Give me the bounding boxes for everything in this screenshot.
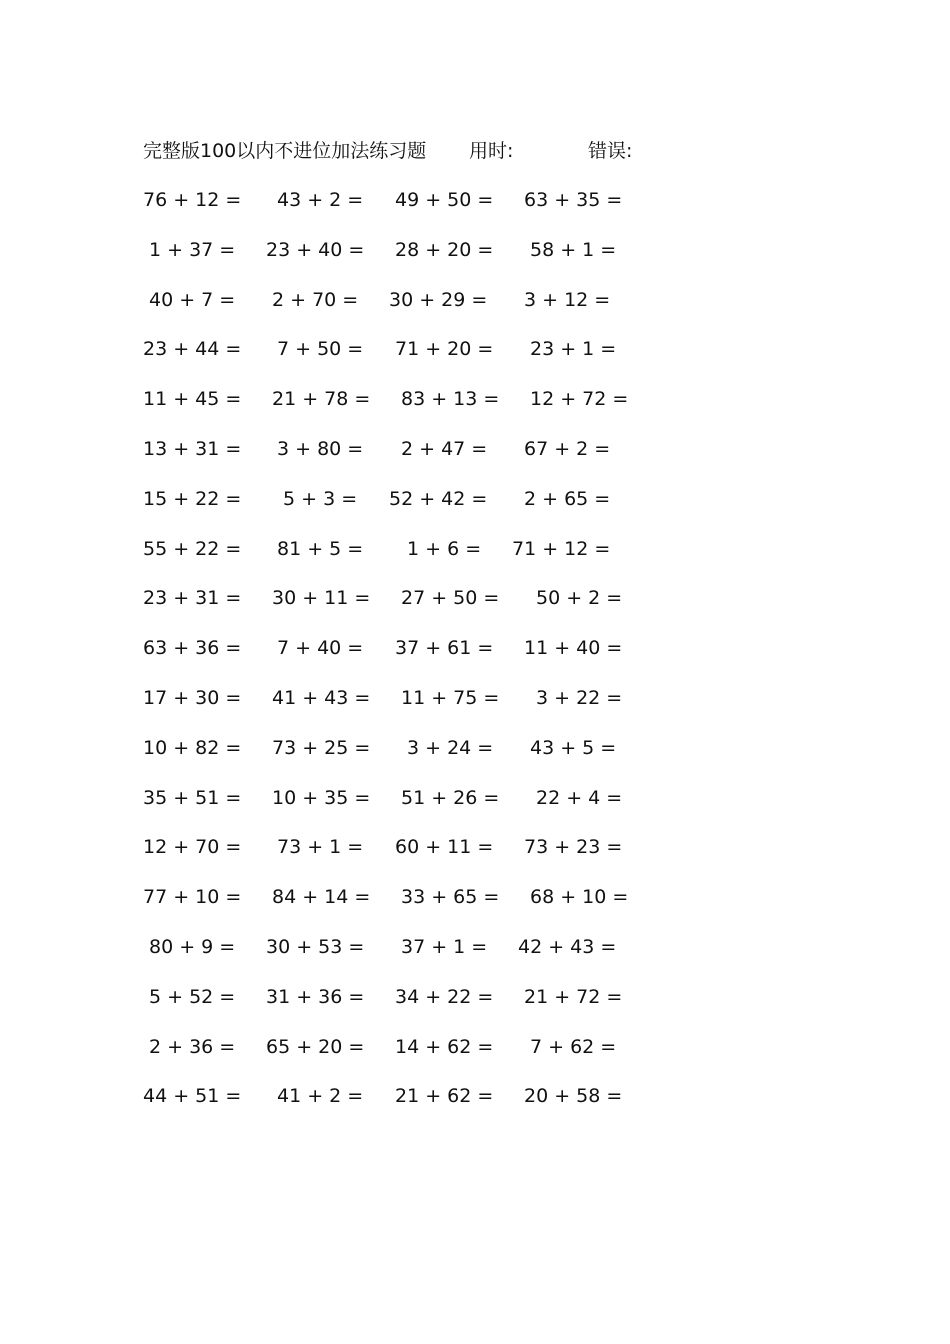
time-label: 用时: xyxy=(469,140,514,162)
problem-item: 21 + 78 = xyxy=(272,388,371,411)
problem-item: 35 + 51 = xyxy=(143,786,242,809)
problem-item: 30 + 29 = xyxy=(389,288,488,311)
problem-item: 63 + 35 = xyxy=(524,189,623,211)
problem-item: 60 + 11 = xyxy=(395,836,494,859)
problem-item: 63 + 36 = xyxy=(143,637,242,660)
problem-item: 34 + 22 = xyxy=(395,985,494,1008)
problem-item: 55 + 22 = xyxy=(143,537,242,560)
problem-item: 2 + 70 = xyxy=(272,288,359,311)
problem-item: 30 + 53 = xyxy=(266,936,365,958)
problem-item: 22 + 4 = xyxy=(536,786,623,809)
problem-item: 12 + 72 = xyxy=(530,388,629,411)
problem-item: 50 + 2 = xyxy=(536,587,623,610)
problem-item: 51 + 26 = xyxy=(401,786,500,809)
problem-item: 7 + 62 = xyxy=(530,1035,617,1058)
problem-item: 33 + 65 = xyxy=(401,886,500,909)
problem-item: 52 + 42 = xyxy=(389,487,488,510)
problem-item: 44 + 51 = xyxy=(143,1085,242,1108)
problem-item: 67 + 2 = xyxy=(524,438,611,460)
problem-item: 40 + 7 = xyxy=(149,288,236,311)
problem-item: 13 + 31 = xyxy=(143,438,242,460)
problem-item: 31 + 36 = xyxy=(266,985,365,1008)
problem-item: 76 + 12 = xyxy=(143,189,242,211)
problem-item: 10 + 35 = xyxy=(272,786,371,809)
problem-item: 21 + 72 = xyxy=(524,985,623,1008)
problem-item: 30 + 11 = xyxy=(272,587,371,610)
problem-item: 73 + 1 = xyxy=(277,836,364,859)
problem-item: 73 + 23 = xyxy=(524,836,623,859)
problem-item: 3 + 24 = xyxy=(407,736,494,759)
problem-item: 21 + 62 = xyxy=(395,1085,494,1108)
problem-item: 12 + 70 = xyxy=(143,836,242,859)
problem-item: 11 + 45 = xyxy=(143,388,242,411)
problem-item: 83 + 13 = xyxy=(401,388,500,411)
worksheet-title: 完整版100以内不进位加法练习题 xyxy=(143,140,427,162)
problem-item: 37 + 1 = xyxy=(401,936,488,958)
problem-item: 11 + 75 = xyxy=(401,687,500,709)
problem-item: 71 + 20 = xyxy=(395,338,494,361)
problem-item: 15 + 22 = xyxy=(143,487,242,510)
problem-item: 3 + 12 = xyxy=(524,288,611,311)
problem-item: 65 + 20 = xyxy=(266,1035,365,1058)
problem-item: 3 + 80 = xyxy=(277,438,364,460)
problem-item: 71 + 12 = xyxy=(512,537,611,560)
errors-label: 错误: xyxy=(588,140,633,162)
problem-item: 23 + 44 = xyxy=(143,338,242,361)
problem-item: 5 + 52 = xyxy=(149,985,236,1008)
problem-item: 84 + 14 = xyxy=(272,886,371,909)
problem-item: 10 + 82 = xyxy=(143,736,242,759)
problem-item: 43 + 5 = xyxy=(530,736,617,759)
problem-item: 37 + 61 = xyxy=(395,637,494,660)
problem-item: 11 + 40 = xyxy=(524,637,623,660)
problem-item: 2 + 65 = xyxy=(524,487,611,510)
problem-item: 5 + 3 = xyxy=(283,487,358,510)
problem-item: 17 + 30 = xyxy=(143,687,242,709)
problem-item: 42 + 43 = xyxy=(518,936,617,958)
problem-item: 20 + 58 = xyxy=(524,1085,623,1108)
problem-item: 77 + 10 = xyxy=(143,886,242,909)
problem-item: 23 + 40 = xyxy=(266,238,365,261)
problem-item: 7 + 50 = xyxy=(277,338,364,361)
problem-item: 1 + 6 = xyxy=(407,537,482,560)
problem-item: 14 + 62 = xyxy=(395,1035,494,1058)
problem-item: 41 + 2 = xyxy=(277,1085,364,1108)
problem-item: 23 + 31 = xyxy=(143,587,242,610)
problem-item: 2 + 36 = xyxy=(149,1035,236,1058)
problem-item: 28 + 20 = xyxy=(395,238,494,261)
problem-item: 49 + 50 = xyxy=(395,189,494,211)
problem-item: 81 + 5 = xyxy=(277,537,364,560)
problem-item: 2 + 47 = xyxy=(401,438,488,460)
problem-item: 1 + 37 = xyxy=(149,238,236,261)
problem-item: 58 + 1 = xyxy=(530,238,617,261)
problem-item: 41 + 43 = xyxy=(272,687,371,709)
problem-item: 73 + 25 = xyxy=(272,736,371,759)
problem-item: 68 + 10 = xyxy=(530,886,629,909)
problem-item: 43 + 2 = xyxy=(277,189,364,211)
problem-item: 80 + 9 = xyxy=(149,936,236,958)
problem-item: 3 + 22 = xyxy=(536,687,623,709)
problem-item: 23 + 1 = xyxy=(530,338,617,361)
problem-item: 27 + 50 = xyxy=(401,587,500,610)
problem-item: 7 + 40 = xyxy=(277,637,364,660)
